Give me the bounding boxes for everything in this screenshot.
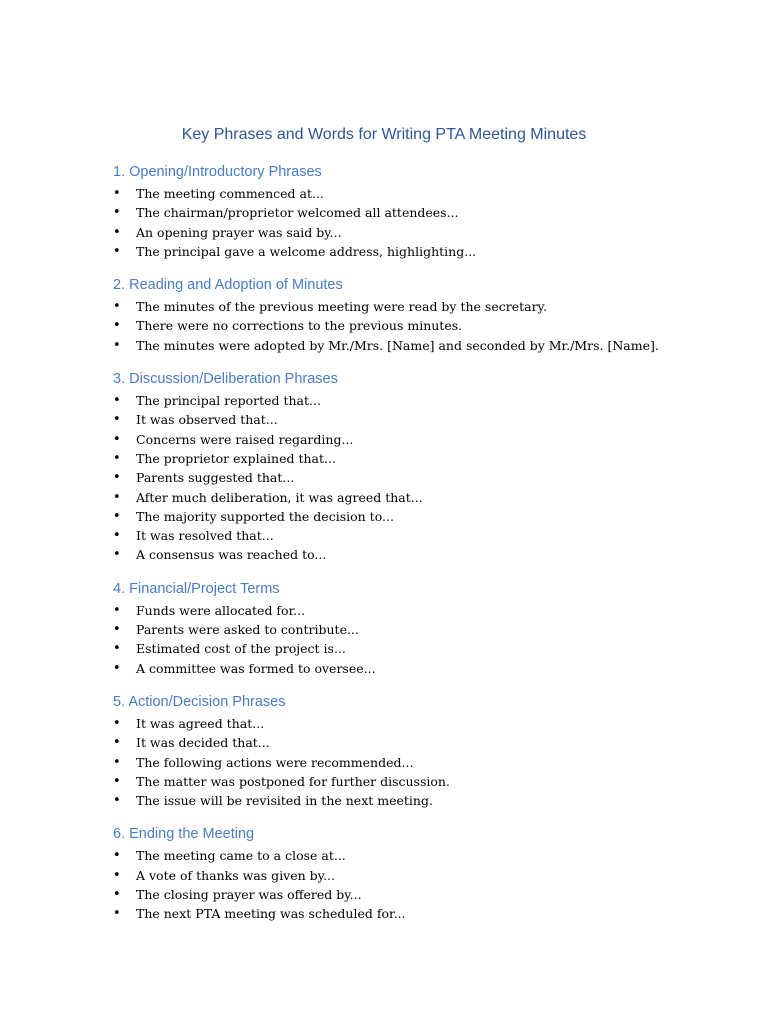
list-item: [113, 430, 708, 449]
list-item: [113, 866, 708, 885]
bullet-icon: •: [113, 602, 121, 618]
bullet-icon: •: [113, 735, 121, 751]
bullet-icon: •: [113, 773, 121, 789]
list-item-text: There were no corrections to the previous minutes.: [136, 318, 463, 334]
list-item-text: The matter was postponed for further discussion.: [136, 773, 450, 789]
list-item-text: After much deliberation, it was agreed that...: [136, 489, 423, 505]
list-item: [113, 223, 708, 242]
list-item-text: Parents were asked to contribute...: [136, 622, 359, 638]
list-item-text: The next PTA meeting was scheduled for...: [136, 906, 406, 922]
list-item: [113, 468, 708, 487]
bullet-icon: •: [113, 848, 121, 864]
list-item-text: The following actions were recommended...: [136, 754, 414, 770]
list-item-text: Concerns were raised regarding...: [136, 431, 354, 447]
list-item-text: The issue will be revisited in the next meeting.: [136, 793, 433, 809]
sections-container: [113, 162, 708, 924]
section-6: [113, 824, 708, 923]
list-item: [113, 391, 708, 410]
section-heading: 3. Discussion/Deliberation Phrases: [113, 371, 338, 388]
section-2: [113, 275, 708, 355]
list-item: [113, 791, 708, 810]
bullet-list: [113, 184, 708, 261]
list-item-text: It was observed that...: [136, 412, 278, 428]
list-item: [113, 659, 708, 678]
list-item-text: The minutes of the previous meeting were read by the secretary.: [136, 299, 547, 315]
list-item-text: It was agreed that...: [136, 715, 265, 731]
bullet-icon: •: [113, 660, 121, 676]
list-item-text: It was resolved that...: [136, 528, 274, 544]
section-1: [113, 162, 708, 261]
list-item: [113, 507, 708, 526]
bullet-icon: •: [113, 470, 121, 486]
list-item: [113, 885, 708, 904]
list-item: [113, 620, 708, 639]
list-item-text: The principal gave a welcome address, highlighting...: [136, 243, 477, 259]
list-item-text: It was decided that...: [136, 735, 270, 751]
list-item-text: The principal reported that...: [136, 393, 321, 409]
list-item-text: The meeting came to a close at...: [136, 848, 346, 864]
list-item: [113, 733, 708, 752]
list-item: [113, 639, 708, 658]
bullet-icon: •: [113, 867, 121, 883]
section-heading: 6. Ending the Meeting: [113, 826, 255, 843]
section-3: [113, 369, 708, 565]
bullet-icon: •: [113, 528, 121, 544]
document-title: Key Phrases and Words for Writing PTA Meeting Minutes: [181, 126, 587, 143]
list-item-text: A committee was formed to oversee...: [136, 660, 376, 676]
bullet-icon: •: [113, 186, 121, 201]
list-item: [113, 316, 708, 335]
list-item-text: The chairman/proprietor welcomed all attendees...: [136, 205, 459, 221]
list-item-text: A consensus was reached to...: [136, 547, 327, 563]
bullet-list: [113, 601, 708, 678]
list-item: [113, 488, 708, 507]
bullet-list: [113, 714, 708, 810]
bullet-icon: •: [113, 754, 121, 770]
list-item-text: Funds were allocated for...: [136, 602, 306, 618]
list-item: [113, 203, 708, 222]
bullet-icon: •: [113, 906, 121, 922]
list-item-text: Parents suggested that...: [136, 470, 295, 486]
list-item-text: Estimated cost of the project is...: [136, 641, 346, 657]
bullet-icon: •: [113, 299, 121, 315]
list-item: [113, 410, 708, 429]
list-item: [113, 545, 708, 564]
list-item-text: An opening prayer was said by...: [136, 224, 342, 240]
bullet-icon: •: [113, 450, 121, 466]
bullet-icon: •: [113, 224, 121, 240]
list-item-text: A vote of thanks was given by...: [136, 867, 335, 883]
bullet-list: [113, 846, 708, 923]
bullet-icon: •: [113, 205, 121, 221]
list-item: [113, 772, 708, 791]
bullet-icon: •: [113, 715, 121, 731]
list-item: [113, 449, 708, 468]
list-item: [113, 846, 708, 865]
list-item: [113, 601, 708, 620]
list-item: [113, 242, 708, 261]
list-item: [113, 526, 708, 545]
list-item: [113, 904, 708, 923]
bullet-icon: •: [113, 318, 121, 334]
list-item-text: The closing prayer was offered by...: [136, 887, 362, 903]
list-item-text: The proprietor explained that...: [136, 450, 336, 466]
list-item-text: The meeting commenced at...: [136, 186, 324, 201]
bullet-icon: •: [113, 793, 121, 809]
bullet-icon: •: [113, 622, 121, 638]
section-heading: 2. Reading and Adoption of Minutes: [113, 277, 343, 294]
bullet-icon: •: [113, 337, 121, 353]
bullet-icon: •: [113, 412, 121, 428]
list-item: [113, 184, 708, 203]
list-item: [113, 297, 708, 316]
bullet-icon: •: [113, 547, 121, 563]
section-heading: 1. Opening/Introductory Phrases: [113, 164, 322, 180]
section-heading: 5. Action/Decision Phrases: [113, 693, 286, 710]
list-item: [113, 336, 708, 355]
bullet-icon: •: [113, 508, 121, 524]
list-item-text: The minutes were adopted by Mr./Mrs. [Name] and seconded by Mr./Mrs. [Name].: [136, 337, 659, 353]
list-item: [113, 714, 708, 733]
bullet-list: [113, 297, 708, 355]
bullet-icon: •: [113, 393, 121, 409]
section-4: [113, 579, 708, 678]
bullet-icon: •: [113, 431, 121, 447]
bullet-icon: •: [113, 489, 121, 505]
section-5: [113, 692, 708, 810]
list-item: [113, 753, 708, 772]
bullet-list: [113, 391, 708, 565]
section-heading: 4. Financial/Project Terms: [113, 580, 280, 597]
list-item-text: The majority supported the decision to...: [136, 508, 394, 524]
bullet-icon: •: [113, 887, 121, 903]
bullet-icon: •: [113, 641, 121, 657]
bullet-icon: •: [113, 243, 121, 259]
